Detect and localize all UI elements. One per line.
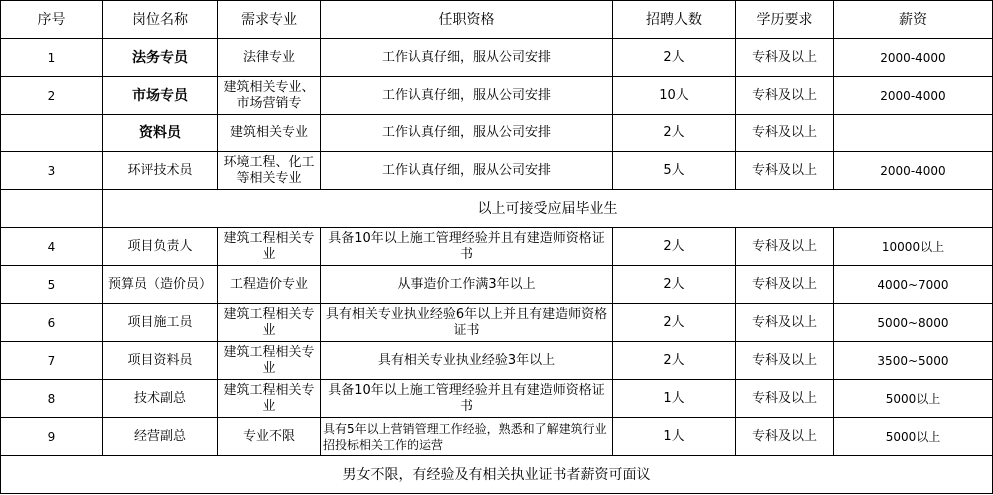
cell-edu: 专科及以上 [736,228,834,266]
cell-major: 专业不限 [218,418,321,456]
cell-edu: 专科及以上 [736,342,834,380]
cell-salary: 3500~5000 [834,342,993,380]
cell-edu: 专科及以上 [736,418,834,456]
table-row [1,418,993,456]
cell-no: 7 [1,342,103,380]
header-salary: 薪资 [834,1,993,39]
cell-salary: 5000以上 [834,380,993,418]
cell-position: 法务专员 [103,39,218,77]
cell-position: 技术副总 [103,380,218,418]
cell-no: 1 [1,39,103,77]
cell-count: 2人 [613,342,736,380]
cell-salary: 5000以上 [834,418,993,456]
table-row [1,228,993,266]
cell-position: 环评技术员 [103,152,218,190]
table-row [1,380,993,418]
cell-edu: 专科及以上 [736,152,834,190]
cell-major: 建筑相关专业、市场营销专 [218,77,321,115]
cell-salary: 2000-4000 [834,39,993,77]
cell-qualification: 具有相关专业执业经验6年以上并且有建造师资格证书 [321,304,613,342]
table-row [1,342,993,380]
header-no: 序号 [1,1,103,39]
cell-no: 6 [1,304,103,342]
cell-qualification: 工作认真仔细，服从公司安排 [321,77,613,115]
cell-major: 环境工程、化工等相关专业 [218,152,321,190]
cell-salary: 4000~7000 [834,266,993,304]
cell-edu: 专科及以上 [736,304,834,342]
cell-major: 建筑相关专业 [218,115,321,152]
header-count: 招聘人数 [613,1,736,39]
table-row [1,152,993,190]
cell-position: 经营副总 [103,418,218,456]
table-row [1,77,993,115]
cell-major: 建筑工程相关专业 [218,342,321,380]
cell-major: 建筑工程相关专业 [218,304,321,342]
cell-qualification: 工作认真仔细，服从公司安排 [321,115,613,152]
table-row [1,266,993,304]
cell-qualification: 工作认真仔细，服从公司安排 [321,152,613,190]
cell-no: 2 [1,77,103,115]
cell-count: 2人 [613,304,736,342]
cell-qualification: 从事造价工作满3年以上 [321,266,613,304]
cell-major: 建筑工程相关专业 [218,380,321,418]
cell-salary [834,115,993,152]
cell-salary: 2000-4000 [834,152,993,190]
note-row [1,190,993,228]
footer-note: 男女不限，有经验及有相关执业证书者薪资可面议 [1,456,993,494]
cell-count: 1人 [613,418,736,456]
cell-edu: 专科及以上 [736,39,834,77]
table-row [1,39,993,77]
footer-row [1,456,993,494]
cell-no: 4 [1,228,103,266]
cell-position: 预算员（造价员） [103,266,218,304]
graduate-note: 以上可接受应届毕业生 [103,190,993,228]
cell-salary: 10000以上 [834,228,993,266]
table-row [1,115,993,152]
cell-qualification: 具有5年以上营销管理工作经验，熟悉和了解建筑行业招投标相关工作的运营 [321,418,613,456]
cell-count: 2人 [613,39,736,77]
cell-salary: 5000~8000 [834,304,993,342]
cell-no [1,115,103,152]
cell-qualification: 工作认真仔细，服从公司安排 [321,39,613,77]
cell-edu: 专科及以上 [736,115,834,152]
cell-count: 10人 [613,77,736,115]
cell-position: 项目负责人 [103,228,218,266]
cell-qualification: 具有相关专业执业经验3年以上 [321,342,613,380]
cell-count: 1人 [613,380,736,418]
cell-count: 2人 [613,228,736,266]
cell-edu: 专科及以上 [736,266,834,304]
cell-major: 法律专业 [218,39,321,77]
cell-salary: 2000-4000 [834,77,993,115]
header-major: 需求专业 [218,1,321,39]
cell-no: 9 [1,418,103,456]
cell-position: 项目资料员 [103,342,218,380]
cell-edu: 专科及以上 [736,380,834,418]
cell-count: 2人 [613,115,736,152]
cell-position: 资料员 [103,115,218,152]
header-edu: 学历要求 [736,1,834,39]
cell-no-empty [1,190,103,228]
cell-count: 2人 [613,266,736,304]
cell-qualification: 具备10年以上施工管理经验并且有建造师资格证书 [321,228,613,266]
cell-count: 5人 [613,152,736,190]
header-row [1,1,993,39]
header-qualification: 任职资格 [321,1,613,39]
cell-qualification: 具备10年以上施工管理经验并且有建造师资格证书 [321,380,613,418]
cell-no: 3 [1,152,103,190]
cell-no: 8 [1,380,103,418]
cell-position: 项目施工员 [103,304,218,342]
table-row [1,304,993,342]
cell-no: 5 [1,266,103,304]
cell-major: 工程造价专业 [218,266,321,304]
header-position: 岗位名称 [103,1,218,39]
cell-major: 建筑工程相关专业 [218,228,321,266]
cell-edu: 专科及以上 [736,77,834,115]
cell-position: 市场专员 [103,77,218,115]
